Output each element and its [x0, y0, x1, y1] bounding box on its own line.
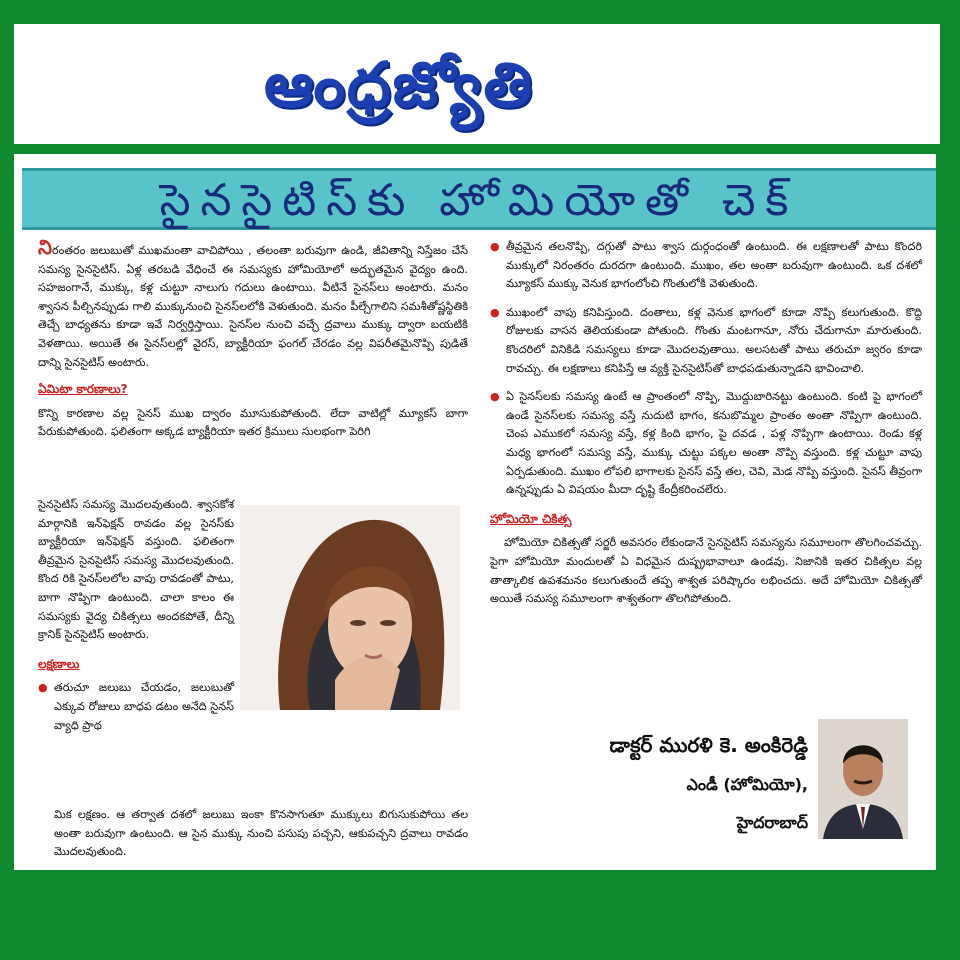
doctor-degree: ఎండీ (హోమియో),: [686, 775, 808, 794]
intro-paragraph: [38, 235, 468, 372]
intro-text: రంతరం జలుబుతో ముఖమంతా వాచిపోయి , తలంతా బరువుగా ఉండి, జీవితాన్ని నిస్తేజం చేసే సమస్య సైనసైటిస్. ఏళ్ల తరబడి వేధించే ఈ సమస్యకు హోమియోలో అద్భుతమైన వైద్యం ఉంది. సహజంగానే, ముక్కు, కళ్ల చుట్టూ నాలుగు గదులు ఉంటాయి. వీటినే సైనస్‌లు అంటారు. మనం శ్వాసన పీల్చినప్పుడు గాలి ముక్కునుంచి సైనస్‌లలోకి వెళుతుంది. మనం పీల్చేగాలిని సమశీతోష్ణస్థితికి తెచ్చే బాధ్యతను కూడా ఇవే నిర్వర్తిస్తాయి. సైనస్‌ల నుంచి వచ్చే ద్రవాలు ముక్కు ద్వారా బయటికి వెళతాయి. అయితే ఈ సైనస్‌లల్లో వైరస్, బ్యాక్టీరియా ఫంగల్ చేరడం వల్ల విపరీతమైనొప్పి పుడితే దాన్ని సైనసైటిస్ అంటారు.: [38, 244, 468, 369]
symptom-text-rest: మిక లక్షణం. ఆ తర్వాత దశలో జలుబు ఇంకా కొనసాగుతూ ముక్కులు బిగుసుకుపోయి తల అంతా బరువుగా ఉంటుంది. ఆ సైన ముక్కు నుంచి పసుపు పచ్చని, ఆకుపచ్చని ద్రవాలు రావడం మొదలవుతుంది.: [54, 808, 468, 859]
woman-photo: [240, 505, 460, 710]
causes-text-narrow: సైనసైటిస్ సమస్య మొదలవుతుంది. శ్వాసకోశ మార్గానికి ఇన్‌ఫెక్షన్ రావడం వల్ల సైనస్‌కు బ్యాక్టీరియా ఇన్‌ఫెక్షన్ వస్తుంది. ఫలితంగా తీవ్రమైన సైనసైటిస్ సమస్య మొదలవుతుంది. కొంద రికి సైనస్‌లలోల వాపు రావడంతో పాటు, బాగా నొప్పిగా ఉంటుంది. చాలా కాలం ఈ సమస్యకు వైద్య చికిత్సలు అందకపోతే, దీన్ని క్రానిక్ సైనసైటిస్ అంటారు.: [38, 498, 234, 642]
symptom-text-narrow: తరుచూ జలుబు చేయడం, జలుబుతో ఎక్కువ రోజులు బాధప డటం అనేది సైనస్ వ్యాధి ప్రాథ: [54, 681, 234, 732]
symptom-bullet-2-text: ముఖంలో వాపు కనిపిస్తుంది. దంతాలు, కళ్ల వెనుక భాగంలో కూడా నొప్పి కలుగుతుంది. కొద్ది రోజులకు వాసన తెలియకుండా పోతుంది. గొంతు మంటగానూ, నోరు చేదుగానూ మారుతుంది. కొందరిలో వినికిడి సమస్యలు కూడా మొదలవుతాయి. అలసటతో పాటు తరుచూ జ్వరం కూడా రావచ్చు. ఈ లక్షణాలు కనిపిస్తే ఆ వ్యక్తి సైనసైటిస్‌తో బాధపడుతున్నాడని భావించాలి.: [506, 305, 922, 375]
treatment-heading: హోమియో చికిత్స: [490, 511, 572, 526]
woman-illustration: [240, 505, 460, 710]
headline-text: సైనసైటిస్‌కు హోమియోతో చెక్: [159, 175, 799, 226]
doctor-photo: [818, 719, 908, 839]
treatment-text: హోమియో చికిత్సతో సర్జరీ అవసరం లేకుండానే సైనసైటిస్ సమస్యను సమూలంగా తొలగించవచ్చు. పైగా హోమియో మందులతో ఏ విధమైన దుష్ప్రభావాలూ ఉండవు. నిజానికి ఇతర చికిత్సల వల్ల తాత్కాలిక ఉపశమనం కలుగుతుందే తప్ప శాశ్వత పరిష్కారం లభించదు. అదే హోమియో చికిత్సతో అయితే సమస్య సమూలంగా శాశ్వతంగా తొలగిపోతుంది.: [490, 536, 922, 606]
left-column-bottom: [54, 806, 468, 862]
causes-text-top: కొన్ని కారణాల వల్ల సైనస్ ముఖ ద్వారం మూసుకుపోతుంది. లేదా వాటిల్లో మ్యూకస్ బాగా పేరుకుపోతుంది. ఫలితంగా అక్కడ బ్యాక్టీరియా ఇతర క్రిములు సులభంగా పెరిగి: [38, 406, 468, 439]
drop-cap: ని: [38, 235, 53, 259]
symptom-bullet-3-text: ఏ సైనస్‌లకు సమస్య ఉంటే ఆ ప్రాంతంలో నొప్పి, మొద్దుబారినట్టు ఉంటుంది. కంటి పై భాగంలో ఉండే సైనస్‌లకు సమస్య వస్తే నుదుటి భాగం, కనుబొమ్మల ప్రాంతం అంతా నొప్పిగా ఉంటుంది. చెంప ఎముకలో సమస్య వస్తే, కళ్ల కింది భాగం, పై దవడ , పళ్ల నొప్పిగా ఉంటాయి. రెండు కళ్ల మధ్య భాగంలో సమస్య వస్తే, ముక్కు చుట్టు పక్కల అంతా నొప్పి వస్తుంది. కళ్ల చుట్టూ వాపు ఏర్పడుతుంది. ముఖం లోపలి భాగాలకు సైనస్ వస్తే తల, చెవి, మెడ నొప్పి వస్తుంది. సైనస్ తీవ్రంగా ఉన్నప్పుడు ఏ విషయం మీదా దృష్టి కేంద్రీకరించలేరు.: [506, 390, 922, 497]
doctor-name: డాక్టర్ మురళి కె. అంకిరెడ్డి: [609, 733, 808, 757]
symptom-bullet-3: [490, 388, 922, 500]
doctor-portrait: [818, 719, 908, 839]
headline-banner: [22, 168, 936, 230]
symptoms-heading: లక్షణాలు: [38, 656, 80, 671]
doctor-city: హైదరాబాద్: [736, 813, 808, 832]
newspaper-logo: ఆంధ్రజ్యోతి: [264, 48, 534, 121]
masthead: [14, 24, 940, 144]
left-column-top: [38, 235, 468, 442]
symptom-bullet: [38, 679, 234, 735]
right-column: [490, 238, 922, 609]
causes-heading: ఏమిటా కారణాలు?: [38, 382, 128, 397]
symptom-bullet-1-text: తీవ్రమైన తలనొప్పి, దగ్గుతో పాటు శ్వాస దుర్గంధంతో ఉంటుంది. ఈ లక్షణాలతో పాటు కొందరి ముక్కులో నిరంతరం దురదగా ఉంటుంది. ముఖం, తల అంతా బరువుగా ఉంటుంది. ఒక దశలో మ్యూకస్ ముక్కు వెనుక భాగంలోంచి గొంతులోకి వెళుతుంది.: [506, 240, 922, 291]
left-column-narrow: [38, 496, 234, 735]
symptom-bullet-1: [490, 238, 922, 294]
symptom-bullet-2: [490, 304, 922, 378]
doctor-byline: [490, 715, 930, 855]
